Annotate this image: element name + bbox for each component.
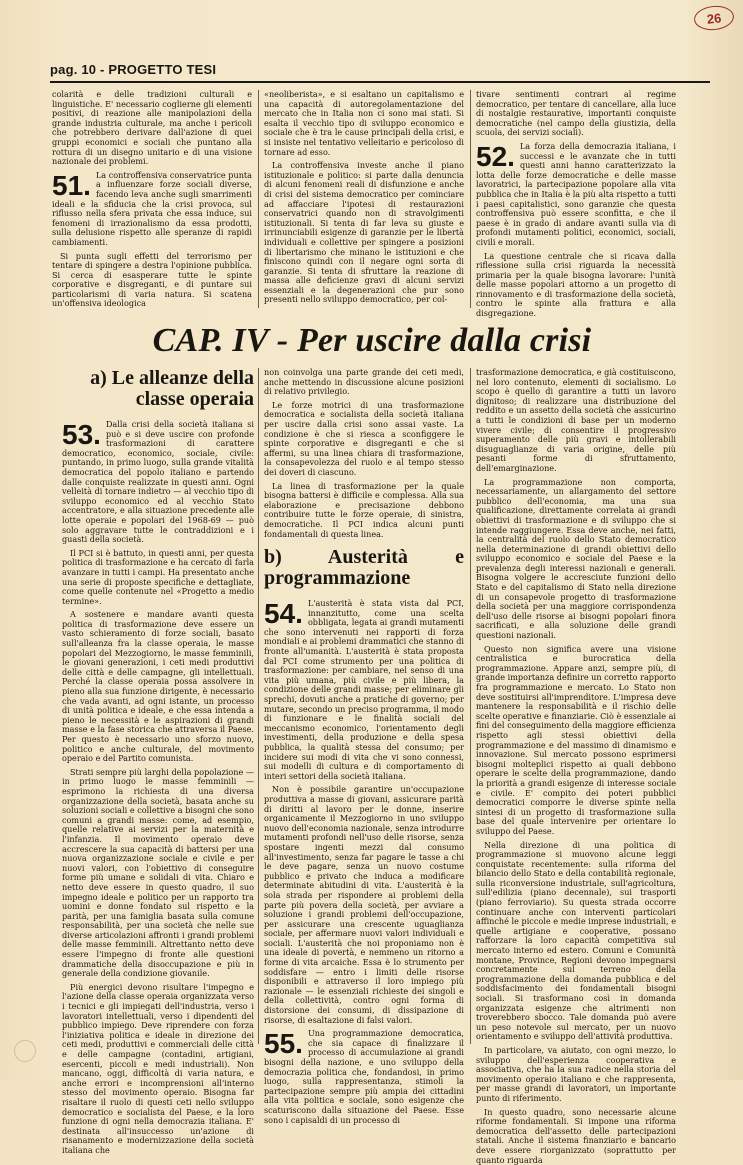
column-divider (258, 90, 259, 308)
paragraph: La controffensiva investe anche il piano istituzionale e politico: si parte dalla denuncia di alcuni fenomeni reali di disfunzione e anche di crisi del sistema democratico per cominciare ad affacciare l'ipotesi di restaurazioni conservatrici quando non di stravolgimenti istituzionali. Si tenta di far leva su giuste e irrinunciabili esigenze di garanzie per le libertà individuali e collettive per spingere a posizioni di libertarismo che minano le istituzioni e che finiscono quindi con il negare ogni sorta di garanzie. Si tenta di sfruttare la reazione di massa alle deficienze gravi di alcuni servizi essenziali e la degenerazioni che pur sono presenti nello sviluppo democratico, per col- (264, 160, 464, 305)
paragraph: 52. La forza della democrazia italiana, i successi e le avanzate che in tutti questi anni hanno caratterizzato la lotta delle forze democratiche e delle masse lavoratrici, la partecipazione popolare alla vita pubblica che in Italia è la più alta rispetto a tutti i paesi capitalistici, sono garanzie che questa controffensiva può essere sconfitta, e che il paese è in grado di andare avanti sulla via di profondi mutamenti politici, economici, sociali, civili e morali. (476, 140, 676, 247)
bottom-column-3 (476, 367, 676, 1165)
chapter-title: CAP. IV - Per uscire dalla crisi (152, 322, 592, 359)
paragraph: 54. L'austerità è stata vista dal PCI, innanzitutto, come una scelta obbligata, legata ai grandi mutamenti che sono intervenuti nei rapporti di forza mondiali e ai problemi drammatici che stanno di fronte all'umanità. L'austerità è stata proposta dal PCI come strumento per una politica di trasformazione: per cambiare, nel senso di una vita più umana, più civile e più libera, la condizione delle grandi masse; per eliminare gli sprechi, dovuti anche a pratiche di governo; per mutare, secondo un preciso programma, il modo di funzionare e le finalità sociali del meccanismo economico, l'orientamento degli investimenti, della produzione e della spesa pubblica, la qualità stessa del consumo; per incidere sui modi di vita che vi sono connessi, sui modelli di cultura e di comportamento di interi settori della società italiana. (264, 598, 464, 781)
column-divider (470, 90, 471, 308)
paragraph-number: 53. (62, 419, 101, 450)
paragraph: Le forze motrici di una trasformazione democratica e socialista della società italiana per uscire dalla crisi sono assai vaste. La condizione è che si riesca a sconfiggere le spinte corporative e disgreganti e che si affermi, su una linea chiara di trasformazione, la consapevolezza del ruolo e al tempo stesso dei doveri di ciascuno. (264, 399, 464, 477)
paragraph: Questo non significa avere una visione centralistica e burocratica della programmazione. Appare anzi, sempre più, di grande importanza definire un corretto rapporto fra programmazione e mercato. Lo Stato non deve sostituirsi all'imprenditore. L'impresa deve mantenere la responsabilità e il rischio delle scelte operative e finanziarie. Ciò è essenziale ai fini del conseguimento della maggiore efficienza rispetto agli stessi obiettivi della programmazione e del massimo di dinamismo e innovazione. Sul mercato possono esprimersi bisogni molteplici rispetto ai quali debbono operare le scelte della programmazione, dando la priorità a grandi esigenze di interesse sociale e civile. E' compito dei poteri pubblici democratici comporre le diverse spinte nella sintesi di un progetto di trasformazione sulla base del quale intervenire per orientare lo sviluppo del Paese. (476, 643, 676, 836)
section-title-alleanze: a) Le alleanze della classe operaia (90, 367, 254, 410)
page-header-label: pag. 10 - PROGETTO TESI (50, 62, 217, 77)
page-header (50, 50, 700, 80)
paragraph: «neoliberista», e si esaltano un capitalismo e una capacità di autoregolamentazione del mercato che in Italia non ci sono mai stati. Si esalta il vecchio tipo di sviluppo economico e sociale che è tra le cause principali della crisi, e si insiste nel tentativo velleitario e pericoloso di tornare ad esso. (264, 89, 464, 157)
column-divider (470, 368, 471, 1044)
paragraph: Strati sempre più larghi della popolazione — in primo luogo le masse femminili — esprimono la richiesta di una diversa organizzazione della società, basata anche su soluzioni sociali e collettive a bisogni che sono comuni a grandi masse: come, ad esempio, quelle relative ai servizi per la maternità e l'infanzia. Il movimento operaio deve accrescere la sua capacità di battersi per una nuova organizzazione sociale e civile e per nuovi valori, con l'obiettivo di conseguire forme più umane e solidali di vita. Chiaro e netto deve essere in questo quadro, il suo impegno ideale e politico per un rapporto tra uomini e donne fondato sul rispetto e la parità, per una famiglia basata sulla comune responsabilità, per una società che nelle sue diverse articolazioni affronti i grandi problemi delle masse femminili. Altrettanto netto deve essere l'impegno di fronte alle questioni drammatiche della disoccupazione e più in generale della condizione giovanile. (62, 766, 254, 979)
paragraph: 51. La controffensiva conservatrice punta a influenzare forze sociali diverse, facendo leva anche sugli smarrimenti ideali e la sfiducia che la crisi provoca, sul riflusso nella sfera privata che essa induce, sui fenomeni di irrazionalismo da essa prodotti, sulla delusione rispetto alle speranze di rapidi cambiamenti. (52, 169, 252, 247)
top-column-1 (52, 90, 252, 308)
paragraph: La programmazione non comporta, necessariamente, un allargamento del settore pubblico dell'economia, ma una sua qualificazione, direttamente correlata ai grandi obiettivi di trasformazione e di sviluppo che si intende raggiungere. Essa deve anche, nei fatti, la centralità del ruolo dello Stato democratico nella determinazione di grandi obiettivi dello sviluppo economico e sociale del Paese e la prevalenza degli interessi nazionali e generali. Bisogna volgere le accresciute funzioni dello Stato e del capitalismo di Stato nella direzione di un consapevole progetto di trasformazione della società per una maggiore corrispondenza dell'uso delle risorse ai bisogni popolari finora sacrificati, e alla soluzione delle grandi questioni nazionali. (476, 476, 676, 641)
paragraph-number: 51. (52, 169, 91, 201)
paragraph: trasformazione democratica, e già costituiscono, nel loro contenuto, elementi di socialismo. Lo scopo è quello di garantire a tutti un lavoro dignitoso; di realizzare una distribuzione del reddito e un assetto della società che assicurino a tutti le condizioni di base per un moderno vivere civile; di consentire il progressivo superamento delle più gravi e intollerabili disuguaglianze di varia origine, delle più pesanti forme di sfruttamento, dell'emarginazione. (476, 367, 676, 473)
paragraph: 53. Dalla crisi della società italiana si può e si deve uscire con profonde trasformazioni di carattere democratico, economico, sociale, civile: puntando, in primo luogo, sulla grande vitalità democratica del popolo italiano e partendo dalle conquiste realizzate in questi anni. Ogni velleità di tornare indietro — al vecchio tipo di sviluppo economico ed al vecchio Stato accentratore, e alla situazione precedente alle lotte operaie e popolari del 1968-69 — può solo aggravare tutte le contraddizioni e i guasti della società. (62, 419, 254, 545)
paragraph: A sostenere e mandare avanti questa politica di trasformazione deve essere un vasto schieramento di forze sociali, basato sull'alleanza fra la classe operaia, le masse popolari del Mezzogiorno, le masse femminili, le giovani generazioni, i ceti medi produttivi delle città e delle campagne, gli intellettuali. Perché la classe operaia possa assolvere in pieno alla sua funzione dirigente, è necessario che vada avanti, ad ogni istante, un processo di unità politica e ideale, e che essa intenda a pieno le necessità e le aspirazioni di grandi masse e la fase storica che attraversa il Paese. Per questo è necessario uno sforzo nuovo, politico e anche culturale, del movimento operaio e del Partito comunista. (62, 609, 254, 764)
paragraph: La questione centrale che si ricava dalla riflessione sulla crisi riguarda la necessità primaria per la quale bisogna lavorare: l'unità delle masse popolari attorno a un progetto di rinnovamento e di trasformazione della società, contro le spinte alla frattura e alla disgregazione. (476, 250, 676, 319)
paragraph: non coinvolga una parte grande dei ceti medi, anche mettendo in discussione alcune posizioni di relativo privilegio. (264, 367, 464, 397)
paragraph: Nella direzione di una politica di programmazione si muovono alcune leggi conquistate recentemente: sulla riforma del bilancio dello Stato e della contabilità regionale, sulla riconversione industriale, sull'agricoltura, sull'edilizia (piano decennale), sui trasporti (piano ferroviario). Su questa strada occorre continuare anche con interventi particolari affinché le piccole e medie imprese industriali, e quelle artigiane e cooperative, possano rafforzare la loro capacità competitiva sul mercato interno ed estero. Comuni e Comunità montane, Province, Regioni devono impegnarsi concretamente sul terreno della programmazione della domanda pubblica e del soddisfacimento dei fondamentali bisogni sociali. Si trasformano così in domanda organizzata esigenze che altrimenti non troverebbero sbocco. Tale domanda può avere un peso notevole sul mercato, per un nuovo orientamento e sviluppo dell'attività produttiva. (476, 839, 676, 1042)
paragraph: colarità e delle tradizioni culturali e linguistiche. E' necessario coglierne gli elementi positivi, di reazione alle manipolazioni della grande industria culturale, ma anche i pericoli che potrebbero derivare dall'azione di quei gruppi economici e sociali che puntano alla rottura di un disegno unitario e di una visione nazionale dei problemi. (52, 89, 252, 167)
bottom-column-1 (62, 367, 254, 1155)
paragraph: Si punta sugli effetti del terrorismo per tentare di spingere a destra l'opinione pubblica. Si cerca di esasperare tutte le spinte corporative e disgreganti, e di puntare sui particolarismi di varia natura. Si scatena un'offensiva ideologica (52, 250, 252, 309)
bottom-column-2 (264, 367, 464, 1125)
paragraph-number: 55. (264, 1028, 303, 1060)
top-column-2 (264, 90, 464, 308)
section-title-austerita: b) Austerità e programmazione (264, 546, 464, 590)
column-divider (258, 368, 259, 1044)
paragraph: 55. Una programmazione democratica, che sia capace di finalizzare il processo di accumulazione ai grandi bisogni della nazione, e uno sviluppo della democrazia politica che, fondandosi, in primo luogo, sulla rappresentanza, stimoli la partecipazione sempre più ampia dei cittadini alla vita politica e sociale, sono esigenze che scaturiscono dalla situazione del Paese. Esse sono i capisaldi di un processo di (264, 1028, 464, 1125)
paragraph: In particolare, va aiutato, con ogni mezzo, lo sviluppo dell'esperienza cooperativa e associativa, che ha la sua radice nella storia del movimento operaio italiano e che rappresenta, per masse grandi di lavoratori, un importante punto di riferimento. (476, 1044, 676, 1103)
scan-mark (14, 1040, 36, 1062)
page-number-stamp: 26 (693, 4, 735, 32)
paragraph-number: 52. (476, 140, 515, 172)
paragraph: Non è possibile garantire un'occupazione produttiva a masse di giovani, assicurare parità di diritti al lavoro per le donne, inserire organicamente il Mezzogiorno in uno sviluppo nuovo dell'economia nazionale, senza introdurre mutamenti profondi nell'uso delle risorse, senza spostare ingenti mezzi dal consumo all'investimento, senza far pagare le tasse a chi le deve pagare, senza un nuovo costume pubblico e privato che induca a modificare determinate abitudini di vita. L'austerità è la sola strada per rispondere ai problemi della parte più povera della società, per avviare a soluzione i grandi problemi dell'occupazione, per assicurare una crescente uguaglianza sociale, per affermare nuovi valori individuali e sociali. L'austerità che noi proponiamo non è una ideale di povertà, e nemmeno un ritorno a forme di vita arcaiche. Essa è lo strumento per soddisfare — entro i limiti delle risorse disponibili e attraverso il loro impiego più razionale — le essenziali richieste dei singoli e della collettività, contro ogni forma di distorsione dei consumi, di dissipazione di risorse, di esaltazione di falsi valori. (264, 784, 464, 1025)
paragraph: In questo quadro, sono necessarie alcune riforme fondamentali. Si impone una riforma democratica dell'assetto delle partecipazioni statali. Anche il sistema finanziario e bancario deve essere riorganizzato (soprattutto per quanto riguarda (476, 1106, 676, 1165)
paragraph: Il PCI si è battuto, in questi anni, per questa politica di trasformazione e ha cercato di farla avanzare in tutti i campi. Ha presentato anche una serie di proposte specifiche e dettagliate, come quelle contenute nel «Progetto a medio termine». (62, 547, 254, 606)
top-column-3 (476, 89, 676, 319)
paragraph: La linea di trasformazione per la quale bisogna battersi è difficile e complessa. Alla sua elaborazione e precisazione debbono contribuire tutte le forze operaie, di sinistra, democratiche. Il PCI indica alcuni punti fondamentali di questa linea. (264, 480, 464, 539)
paragraph-number: 54. (264, 598, 303, 630)
paragraph: Più energici devono risultare l'impegno e l'azione della classe operaia organizzata verso i tecnici e gli impiegati dell'industria, verso i lavoratori intellettuali, verso i dipendenti del pubblico impiego. Deve riprendere con forza l'iniziativa politica e ideale in direzione dei ceti medi, produttivi e commerciali delle città e delle campagne (contadini, artigiani, esercenti, piccoli e medi industriali). Non mancano, oggi, difficoltà di varia natura, e anche errori e incomprensioni all'interno stesso del movimento operaio. Bisogna far risaltare il ruolo di questi ceti nello sviluppo democratico e socialista del Paese, e la loro funzione di ogni nella democrazia italiana. E' destinata all'insuccesso un'azione di risanamento e modernizzazione della società italiana che (62, 981, 254, 1155)
header-rule (50, 81, 710, 83)
paragraph: tivare sentimenti contrari al regime democratico, per tentare di cancellare, alla luce di nostalgie restaurative, importanti conquiste democratiche (nel campo della giustizia, della scuola, dei servizi sociali). (476, 89, 676, 138)
